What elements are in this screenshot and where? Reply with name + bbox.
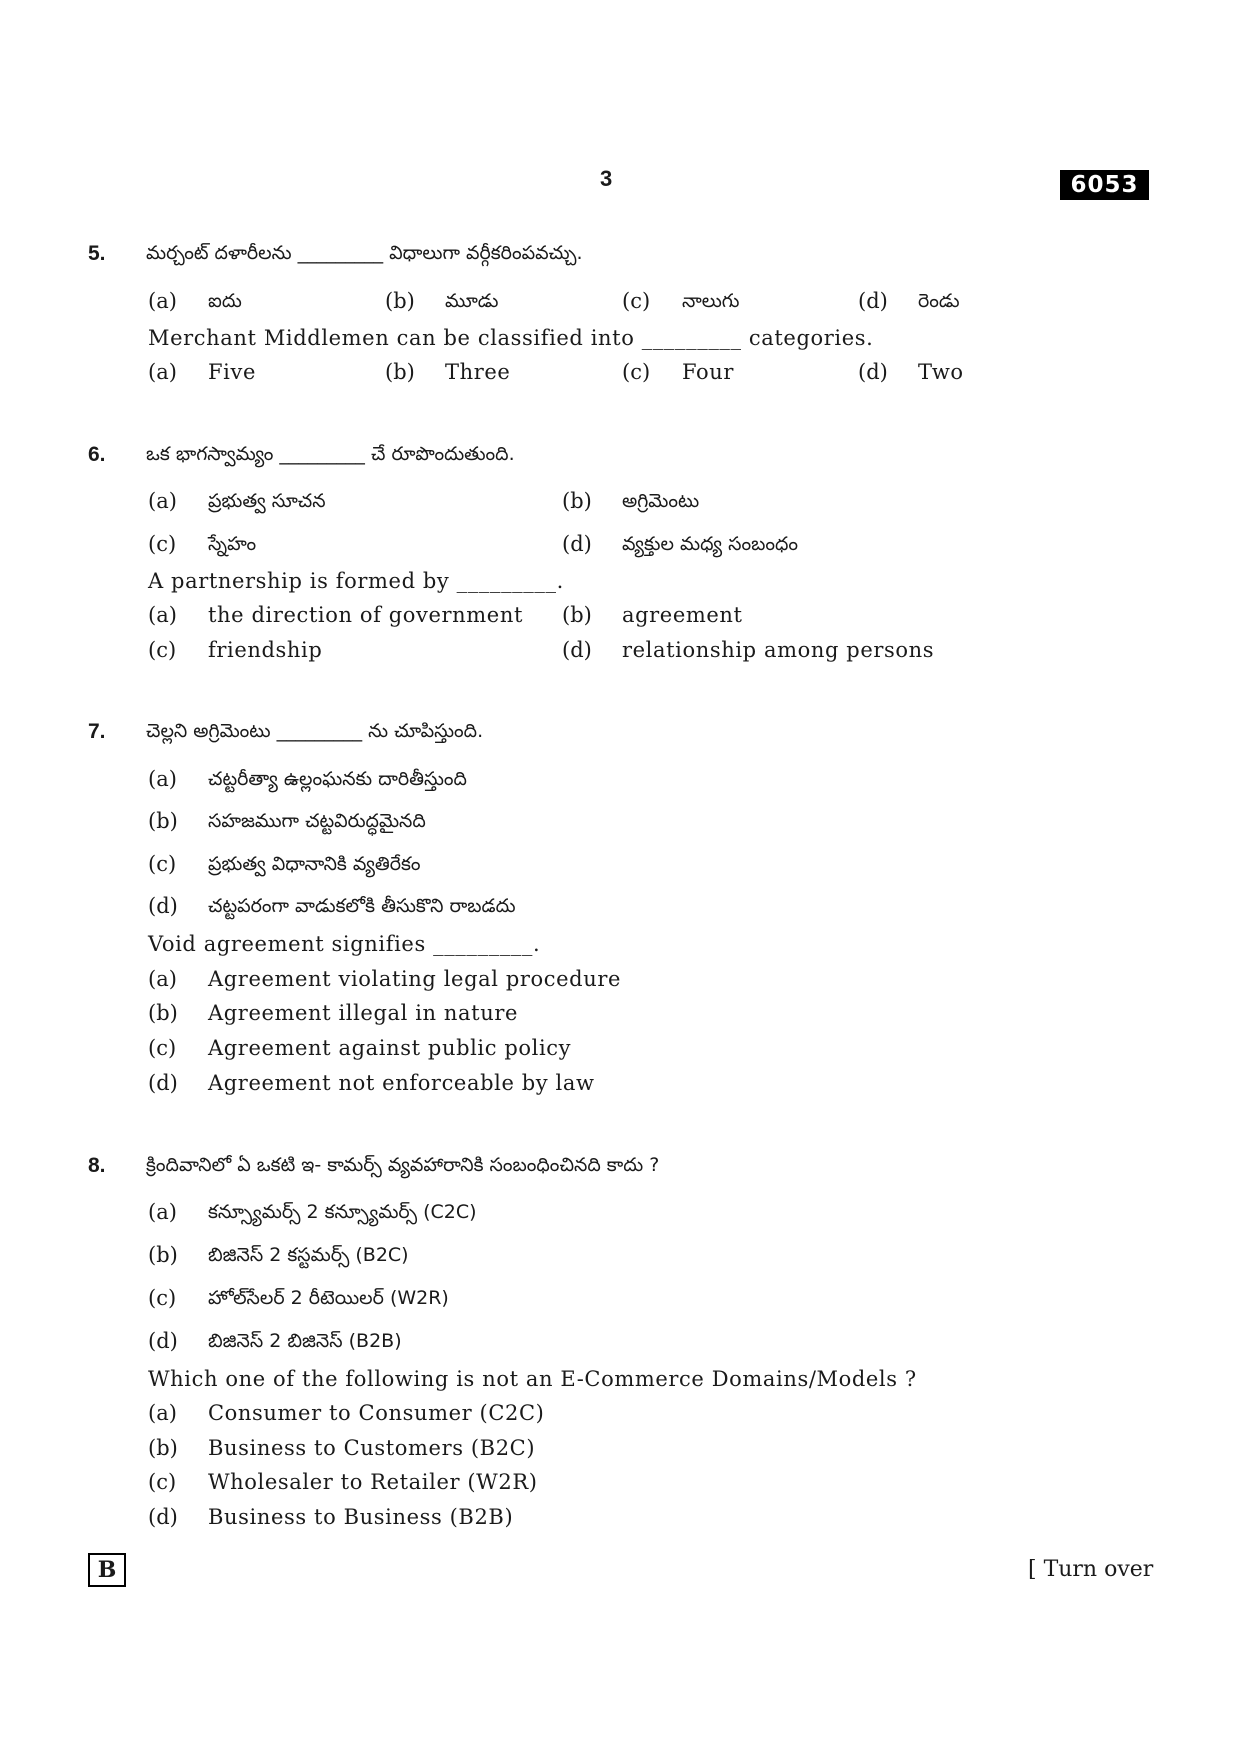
option-text: Agreement against public policy <box>208 1036 572 1060</box>
option-text: స్నేహం <box>208 533 257 555</box>
option-label: (a) <box>148 489 177 513</box>
option-text: Agreement illegal in nature <box>208 1001 519 1025</box>
question-8-english-stem: Which one of the following is not an E-Commerce Domains/Models ? <box>148 1367 917 1391</box>
option-text: నాలుగు <box>682 290 740 312</box>
option-label: (d) <box>148 1071 178 1095</box>
option-text: మూడు <box>445 290 499 312</box>
option-label: (a) <box>148 289 177 313</box>
option-label: (b) <box>148 809 178 833</box>
option-text: బిజినెస్ 2 కస్టమర్స్ (B2C) <box>208 1244 409 1266</box>
option-label: (a) <box>148 603 177 627</box>
question-6-english-stem: A partnership is formed by _________. <box>148 569 564 593</box>
option-label: (b) <box>562 489 592 513</box>
option-label: (b) <box>562 603 592 627</box>
option-text: సహజముగా చట్టవిరుద్ధమైనది <box>208 810 426 832</box>
option-text: హోల్‌సేలర్ 2 రీటెయిలర్ (W2R) <box>208 1287 449 1309</box>
option-label: (c) <box>622 360 651 384</box>
question-5-telugu-stem: మర్చంట్ దళారీలను _________ విధాలుగా వర్గీకరింపవచ్చు. <box>146 242 583 264</box>
option-label: (c) <box>148 532 177 556</box>
option-text: Agreement violating legal procedure <box>208 967 621 991</box>
option-label: (c) <box>148 1036 177 1060</box>
option-text: రెండు <box>918 290 960 312</box>
question-6-number: 6. <box>88 443 106 466</box>
option-text: బిజినెస్ 2 బిజినెస్ (B2B) <box>208 1330 402 1352</box>
option-text: ఐదు <box>208 290 242 312</box>
question-5-number: 5. <box>88 242 106 265</box>
turn-over-note: [ Turn over <box>1028 1557 1154 1582</box>
question-8-number: 8. <box>88 1154 106 1177</box>
option-label: (d) <box>148 1329 178 1353</box>
option-label: (a) <box>148 767 177 791</box>
option-text: Agreement not enforceable by law <box>208 1071 595 1095</box>
question-7-english-stem: Void agreement signifies _________. <box>148 932 541 956</box>
option-label: (d) <box>562 532 592 556</box>
option-text: ప్రభుత్వ సూచన <box>208 490 326 512</box>
option-label: (d) <box>858 360 888 384</box>
option-label: (d) <box>148 894 178 918</box>
page-number: 3 <box>600 166 613 191</box>
option-label: (c) <box>148 638 177 662</box>
option-text: Business to Customers (B2C) <box>208 1436 536 1460</box>
paper-code-badge: 6053 <box>1060 170 1149 200</box>
option-text: వ్యక్తుల మధ్య సంబంధం <box>622 533 799 555</box>
option-label: (c) <box>148 852 177 876</box>
option-label: (d) <box>148 1505 178 1529</box>
option-label: (d) <box>858 289 888 313</box>
option-text: friendship <box>208 638 323 662</box>
option-label: (b) <box>148 1001 178 1025</box>
option-text: Consumer to Consumer (C2C) <box>208 1401 545 1425</box>
option-label: (a) <box>148 360 177 384</box>
question-5-english-stem: Merchant Middlemen can be classified into _________ categories. <box>148 326 874 350</box>
option-text: Business to Business (B2B) <box>208 1505 514 1529</box>
option-text: Two <box>918 360 964 384</box>
option-label: (b) <box>148 1243 178 1267</box>
question-7-number: 7. <box>88 720 106 743</box>
question-6-telugu-stem: ఒక భాగస్వామ్యం _________ చే రూపొందుతుంది. <box>146 443 515 465</box>
option-text: ప్రభుత్వ విధానానికి వ్యతిరేకం <box>208 853 421 875</box>
option-text: relationship among persons <box>622 638 935 662</box>
option-label: (c) <box>148 1286 177 1310</box>
question-8-telugu-stem: క్రిందివానిలో ఏ ఒకటి ఇ- కామర్స్ వ్యవహారానికి సంబంధించినది కాదు ? <box>146 1154 660 1176</box>
option-label: (c) <box>148 1470 177 1494</box>
option-text: agreement <box>622 603 743 627</box>
question-7-telugu-stem: చెల్లని అగ్రిమెంటు _________ ను చూపిస్తుంది. <box>146 720 484 742</box>
option-text: చట్టపరంగా వాడుకలోకి తీసుకొని రాబడదు <box>208 895 516 917</box>
option-label: (b) <box>385 289 415 313</box>
option-label: (a) <box>148 1200 177 1224</box>
option-label: (a) <box>148 967 177 991</box>
option-label: (b) <box>148 1436 178 1460</box>
option-text: Four <box>682 360 735 384</box>
option-text: కన్స్యూమర్స్ 2 కన్స్యూమర్స్ (C2C) <box>208 1201 477 1223</box>
option-text: the direction of government <box>208 603 523 627</box>
option-label: (d) <box>562 638 592 662</box>
option-label: (c) <box>622 289 651 313</box>
option-label: (a) <box>148 1401 177 1425</box>
option-text: Wholesaler to Retailer (W2R) <box>208 1470 538 1494</box>
option-text: Three <box>445 360 511 384</box>
option-text: Five <box>208 360 256 384</box>
option-text: అగ్రిమెంటు <box>622 490 700 512</box>
option-label: (b) <box>385 360 415 384</box>
option-text: చట్టరీత్యా ఉల్లంఘనకు దారితీస్తుంది <box>208 768 467 790</box>
series-code-box: B <box>88 1553 126 1587</box>
